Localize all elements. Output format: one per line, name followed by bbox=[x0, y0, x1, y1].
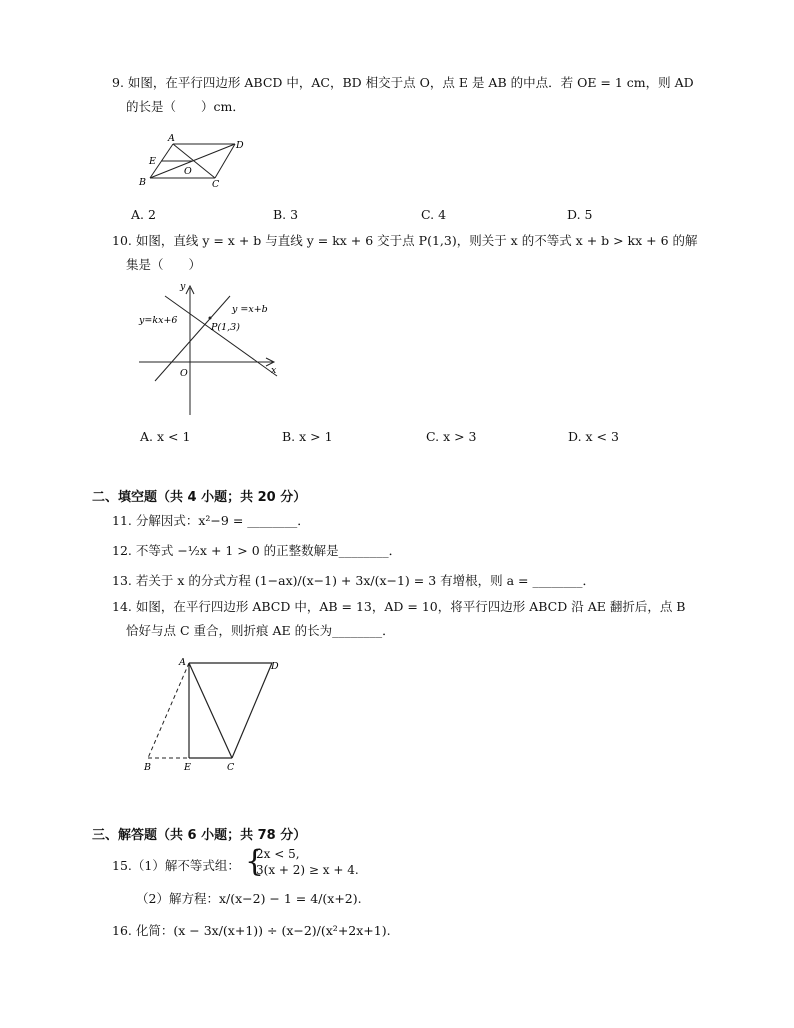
q13-text: 13. 若关于 x 的分式方程 (1−ax)/(x−1) + 3x/(x−1) = 3 有增根，则 a = ________． bbox=[112, 573, 596, 588]
q9-option-c: C. 4 bbox=[421, 207, 447, 222]
q9-option-a: A. 2 bbox=[131, 207, 156, 222]
label-E: E bbox=[149, 156, 156, 167]
q10-option-b: B. x > 1 bbox=[282, 429, 333, 444]
section2-title: 二、填空题（共 4 小题；共 20 分） bbox=[92, 490, 307, 505]
label-B: B bbox=[139, 177, 146, 188]
label-C: C bbox=[227, 762, 235, 773]
label-O: O bbox=[184, 166, 192, 177]
q15-part2: （2）解方程：x/(x−2) − 1 = 4/(x+2). bbox=[136, 891, 362, 906]
label-E: E bbox=[184, 762, 191, 773]
q9-line1: 9. 如图，在平行四边形 ABCD 中，AC，BD 相交于点 O，点 E 是 AB 的中点．若 OE = 1 cm，则 AD bbox=[112, 75, 694, 90]
q9-line2: 的长是（ ）cm． bbox=[126, 99, 245, 114]
label-x-axis: x bbox=[271, 365, 277, 376]
q10-line2: 集是（ ） bbox=[126, 257, 202, 272]
label-B: B bbox=[144, 762, 151, 773]
q12-text: 12. 不等式 −½x + 1 > 0 的正整数解是________． bbox=[112, 543, 402, 558]
label-D: D bbox=[271, 661, 279, 672]
system-brace: { bbox=[245, 844, 265, 879]
q14-fold-figure bbox=[140, 652, 285, 777]
q14-line2: 恰好与点 C 重合，则折痕 AE 的长为________． bbox=[126, 623, 395, 638]
q14-line1: 14. 如图，在平行四边形 ABCD 中，AB = 13，AD = 10，将平行四边形 ABCD 沿 AE 翻折后，点 B bbox=[112, 599, 686, 614]
label-line-xb: y =x+b bbox=[232, 304, 268, 315]
label-y-axis: y bbox=[180, 281, 186, 292]
q10-option-c: C. x > 3 bbox=[426, 429, 477, 444]
q16-text: 16. 化简：(x − 3x/(x+1)) ÷ (x−2)/(x²+2x+1). bbox=[112, 923, 391, 938]
section3-title: 三、解答题（共 6 小题；共 78 分） bbox=[92, 828, 307, 843]
label-C: C bbox=[212, 179, 220, 190]
label-D: D bbox=[236, 140, 244, 151]
q15-system-line2: 3(x + 2) ≥ x + 4. bbox=[256, 863, 359, 877]
q15-part1-prefix: 15.（1）解不等式组： bbox=[112, 858, 240, 873]
label-origin: O bbox=[180, 368, 188, 379]
q10-line1: 10. 如图，直线 y = x + b 与直线 y = kx + 6 交于点 P(1,3)，则关于 x 的不等式 x + b > kx + 6 的解 bbox=[112, 233, 698, 248]
q9-parallelogram-figure bbox=[135, 130, 250, 190]
q10-option-d: D. x < 3 bbox=[568, 429, 619, 444]
label-point-p: P(1,3) bbox=[211, 322, 240, 333]
q10-graph-figure bbox=[135, 278, 285, 420]
q15-system-line1: 2x < 5, bbox=[256, 847, 300, 861]
q9-option-b: B. 3 bbox=[273, 207, 299, 222]
q10-option-a: A. x < 1 bbox=[140, 429, 191, 444]
label-A: A bbox=[179, 657, 186, 668]
label-A: A bbox=[168, 133, 175, 144]
q11-text: 11. 分解因式：x²−9 = ________． bbox=[112, 513, 310, 528]
label-line-kx6: y=kx+6 bbox=[139, 315, 178, 326]
q9-option-d: D. 5 bbox=[567, 207, 593, 222]
